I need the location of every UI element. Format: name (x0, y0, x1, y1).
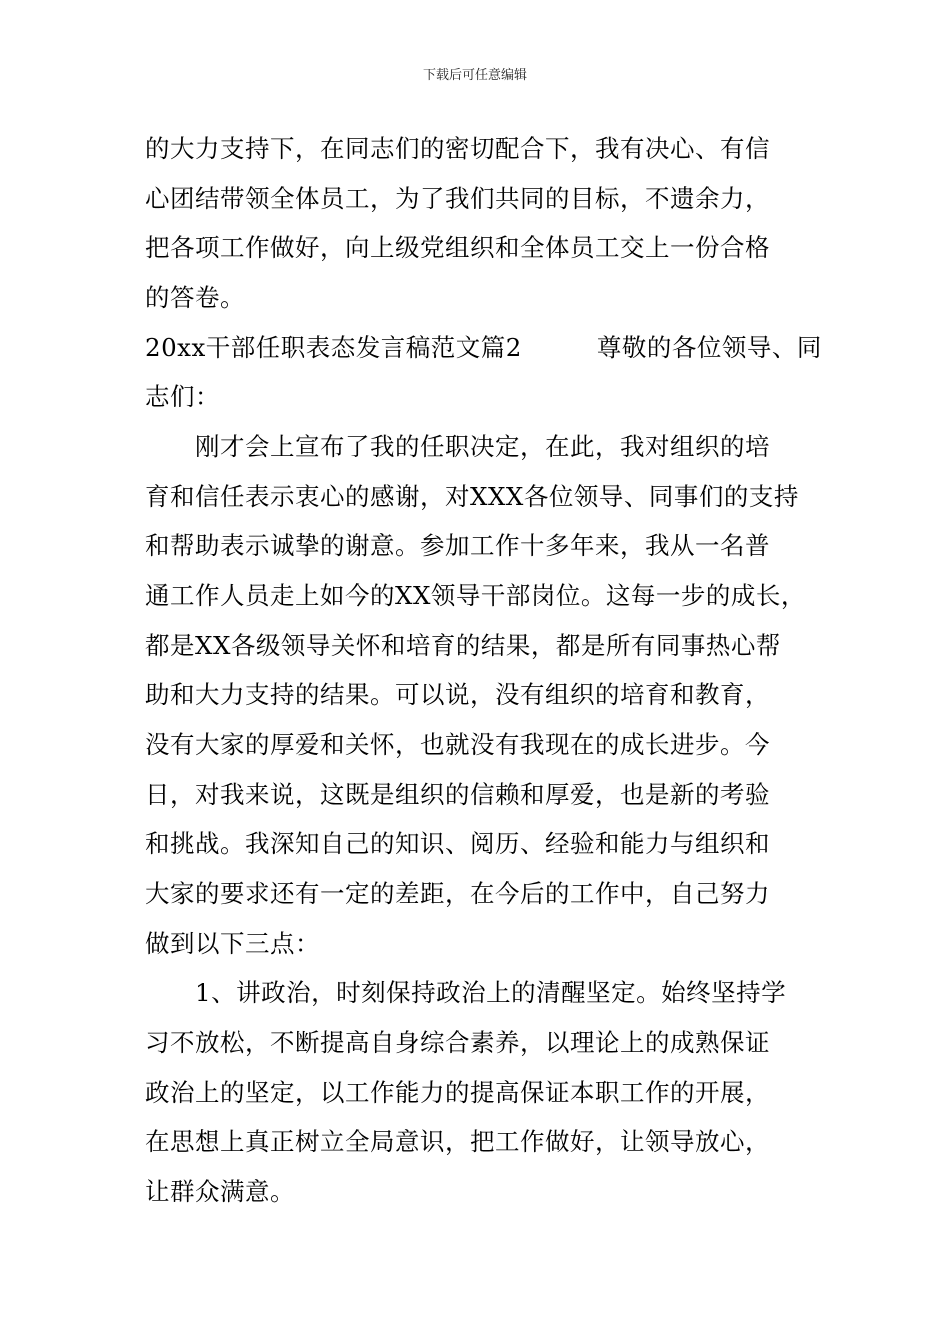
text-line: 日，对我来说，这既是组织的信赖和厚爱，也是新的考验 (145, 780, 770, 809)
section-heading-line: 20xx干部任职表态发言稿范文篇2 尊敬的各位领导、同 (145, 333, 822, 362)
text-line: 让群众满意。 (145, 1177, 295, 1206)
text-line: 都是XX各级领导关怀和培育的结果，都是所有同事热心帮 (145, 631, 781, 660)
text-line: 通工作人员走上如今的XX领导干部岗位。这每一步的成长， (145, 581, 806, 610)
text-line: 没有大家的厚爱和关怀，也就没有我现在的成长进步。今 (145, 730, 770, 759)
text-line: 志们： (145, 382, 220, 411)
text-line: 把各项工作做好，向上级党组织和全体员工交上一份合格 (145, 233, 770, 262)
text-line: 的答卷。 (145, 283, 245, 312)
text-line: 育和信任表示衷心的感谢，对XXX各位领导、同事们的支持 (145, 482, 799, 511)
text-line: 和挑战。我深知自己的知识、阅历、经验和能力与组织和 (145, 829, 770, 858)
text-line: 刚才会上宣布了我的任职决定，在此，我对组织的培 (145, 432, 770, 461)
text-line: 心团结带领全体员工，为了我们共同的目标，不遗余力， (145, 184, 770, 213)
text-line: 助和大力支持的结果。可以说，没有组织的培育和教育， (145, 680, 770, 709)
text-line: 1、讲政治，时刻保持政治上的清醒坚定。始终坚持学 (145, 978, 787, 1007)
text-line: 习不放松，不断提高自身综合素养，以理论上的成熟保证 (145, 1028, 770, 1057)
page-header: 下载后可任意编辑 (422, 68, 527, 83)
text-line: 在思想上真正树立全局意识，把工作做好，让领导放心， (145, 1127, 770, 1156)
text-line: 政治上的坚定，以工作能力的提高保证本职工作的开展， (145, 1078, 770, 1107)
text-line: 的大力支持下，在同志们的密切配合下，我有决心、有信 (145, 134, 770, 163)
text-line: 做到以下三点： (145, 929, 320, 958)
text-line: 和帮助表示诚挚的谢意。参加工作十多年来，我从一名普 (145, 531, 770, 560)
text-line: 大家的要求还有一定的差距，在今后的工作中，自己努力 (145, 879, 770, 908)
